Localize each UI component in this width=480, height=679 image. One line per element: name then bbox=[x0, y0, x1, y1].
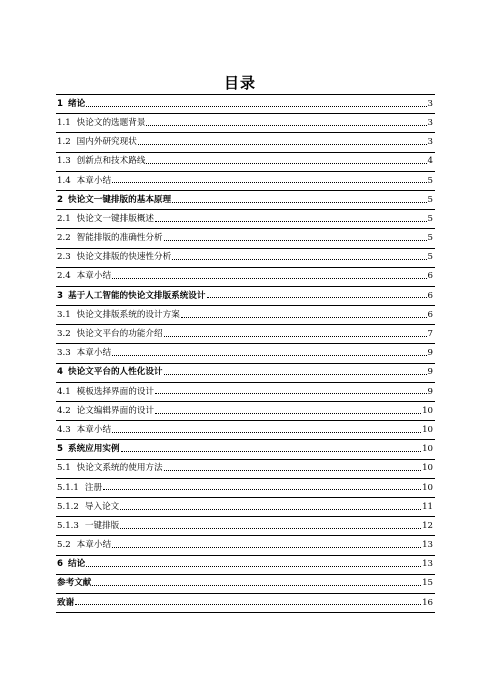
toc-entry[interactable] bbox=[56, 460, 435, 479]
toc-entry-number: 2.4 bbox=[57, 271, 71, 282]
toc-entry[interactable] bbox=[56, 575, 435, 594]
toc-entry-number: 2 bbox=[57, 194, 63, 205]
toc-entry-label bbox=[57, 407, 154, 416]
toc-entry-text: 快论文一键排版的基本原理 bbox=[67, 194, 172, 205]
toc-entry-text: 模板选择界面的设计 bbox=[76, 386, 155, 397]
toc-entry[interactable] bbox=[56, 364, 435, 383]
toc-entry-text: 注册 bbox=[84, 482, 103, 493]
toc-entry[interactable] bbox=[56, 172, 435, 191]
toc-entry-number: 4.2 bbox=[57, 405, 71, 416]
toc-entry[interactable] bbox=[56, 268, 435, 287]
toc-entry-page-number: 3 bbox=[427, 117, 433, 128]
toc-entry[interactable] bbox=[56, 421, 435, 440]
toc-entry-page-number: 11 bbox=[422, 501, 433, 512]
toc-entry[interactable] bbox=[56, 479, 435, 498]
toc-entry[interactable] bbox=[56, 402, 435, 421]
toc-entry-label bbox=[57, 560, 85, 569]
dot-leader bbox=[181, 317, 427, 318]
toc-entry-page-number: 9 bbox=[427, 367, 433, 378]
toc-entry-label bbox=[57, 445, 120, 454]
toc-entry-text: 本章小结 bbox=[76, 271, 112, 282]
page-title: 目录 bbox=[223, 74, 256, 92]
dot-leader bbox=[112, 278, 426, 279]
toc-entry-text: 快论文平台的功能介绍 bbox=[76, 329, 163, 340]
toc-entry-text: 快论文的选题背景 bbox=[76, 117, 146, 128]
dot-leader bbox=[164, 336, 427, 337]
toc-entry-text: 致谢 bbox=[57, 597, 75, 608]
dot-leader bbox=[155, 221, 427, 222]
toc-entry-number: 1.4 bbox=[57, 175, 71, 186]
toc-entry-page-number: 10 bbox=[422, 463, 433, 474]
toc-entry-text: 快论文一键排版概述 bbox=[76, 213, 155, 224]
dot-leader bbox=[112, 432, 421, 433]
toc-entry-page-number: 5 bbox=[427, 233, 433, 244]
dot-leader bbox=[164, 470, 421, 471]
toc-entry-number: 5.2 bbox=[57, 540, 71, 551]
toc-entry-label bbox=[57, 119, 145, 128]
toc-entry-text: 结论 bbox=[67, 559, 86, 570]
toc-entry-page-number: 6 bbox=[427, 271, 433, 282]
toc-entry-text: 本章小结 bbox=[76, 424, 112, 435]
toc-entry-text: 系统应用实例 bbox=[67, 444, 120, 455]
toc-entry[interactable] bbox=[56, 191, 435, 210]
toc-entry-number: 5 bbox=[57, 444, 63, 455]
toc-entry-page-number: 16 bbox=[422, 597, 433, 608]
toc-entry-label bbox=[57, 484, 102, 493]
toc-entry-page-number: 10 bbox=[422, 405, 433, 416]
dot-leader bbox=[92, 585, 421, 586]
dot-leader bbox=[164, 240, 427, 241]
toc-entry-label bbox=[57, 464, 163, 473]
toc-entry-number: 5.1.2 bbox=[57, 501, 79, 512]
dot-leader bbox=[75, 604, 421, 605]
dot-leader bbox=[112, 182, 426, 183]
toc-entry-page-number: 9 bbox=[427, 348, 433, 359]
dot-leader bbox=[155, 413, 421, 414]
toc-entry-page-number: 7 bbox=[427, 329, 433, 340]
toc-entry-number: 1.1 bbox=[57, 117, 71, 128]
dot-leader bbox=[120, 509, 421, 510]
toc-entry-text: 本章小结 bbox=[76, 348, 112, 359]
toc-entry-number: 3.2 bbox=[57, 329, 71, 340]
toc-entry[interactable] bbox=[56, 249, 435, 268]
toc-entry-page-number: 5 bbox=[427, 175, 433, 186]
toc-entry[interactable] bbox=[56, 536, 435, 555]
toc-entry-text: 智能排版的准确性分析 bbox=[76, 233, 163, 244]
toc-entry-number: 4.3 bbox=[57, 424, 71, 435]
dot-leader bbox=[146, 125, 426, 126]
toc-entry-label bbox=[57, 579, 91, 588]
toc-entry-label bbox=[57, 368, 163, 377]
toc-entry-number: 6 bbox=[57, 559, 63, 570]
toc-entry-number: 3.3 bbox=[57, 348, 71, 359]
toc-entry-label bbox=[57, 349, 111, 358]
toc-entry-text: 快论文系统的使用方法 bbox=[76, 463, 163, 474]
toc-entry-label bbox=[57, 138, 137, 147]
toc-entry-label bbox=[57, 177, 111, 186]
toc-entry-page-number: 4 bbox=[427, 156, 433, 167]
toc-entry-page-number: 5 bbox=[427, 252, 433, 263]
toc-entry[interactable] bbox=[56, 383, 435, 402]
toc-entry-number: 1.2 bbox=[57, 137, 71, 148]
toc-entry-number: 1 bbox=[57, 98, 63, 109]
toc-entry-label bbox=[57, 522, 119, 531]
toc-entry-page-number: 6 bbox=[427, 290, 433, 301]
toc-entry[interactable] bbox=[56, 517, 435, 536]
dot-leader bbox=[120, 528, 421, 529]
toc-entry-page-number: 6 bbox=[427, 309, 433, 320]
toc-entry-number: 2.3 bbox=[57, 252, 71, 263]
toc-entry[interactable] bbox=[56, 344, 435, 363]
toc-entry-text: 一键排版 bbox=[84, 520, 120, 531]
toc-entry-text: 国内外研究现状 bbox=[76, 137, 137, 148]
toc-entry-text: 基于人工智能的快论文排版系统设计 bbox=[67, 290, 206, 301]
toc-entry-label bbox=[57, 272, 111, 281]
toc-entry-label bbox=[57, 234, 163, 243]
toc-entry[interactable] bbox=[56, 325, 435, 344]
toc-entry-text: 快论文排版系统的设计方案 bbox=[76, 309, 180, 320]
toc-entry-label bbox=[57, 157, 145, 166]
toc-entry-page-number: 15 bbox=[422, 578, 433, 589]
toc-entry-label bbox=[57, 215, 154, 224]
toc-entry[interactable] bbox=[56, 440, 435, 459]
toc-entry-label bbox=[57, 292, 206, 301]
toc-entry-page-number: 13 bbox=[422, 559, 433, 570]
toc-entry-page-number: 3 bbox=[427, 98, 433, 109]
toc-entry-number: 4 bbox=[57, 367, 63, 378]
toc-entry-label bbox=[57, 503, 119, 512]
toc-entry-label bbox=[57, 330, 163, 339]
toc-entry-label bbox=[57, 426, 111, 435]
toc-entry-page-number: 10 bbox=[422, 482, 433, 493]
toc-entry-number: 4.1 bbox=[57, 386, 71, 397]
dot-leader bbox=[112, 355, 426, 356]
toc-entry[interactable] bbox=[56, 556, 435, 575]
toc-entry[interactable] bbox=[56, 287, 435, 306]
toc-entry-label bbox=[57, 253, 171, 262]
dot-leader bbox=[207, 297, 427, 298]
toc-entry-text: 参考文献 bbox=[57, 578, 92, 589]
toc-entry-number: 1.3 bbox=[57, 156, 71, 167]
dot-leader bbox=[86, 106, 426, 107]
toc-entry-page-number: 10 bbox=[422, 444, 433, 455]
toc-entry[interactable] bbox=[56, 229, 435, 248]
toc-entry[interactable] bbox=[56, 594, 435, 613]
toc-entry-text: 导入论文 bbox=[84, 501, 120, 512]
dot-leader bbox=[121, 451, 422, 452]
toc-entry-text: 论文编辑界面的设计 bbox=[76, 405, 155, 416]
dot-leader bbox=[155, 393, 427, 394]
dot-leader bbox=[112, 547, 421, 548]
toc-entry-number: 5.1.1 bbox=[57, 482, 79, 493]
dot-leader bbox=[86, 566, 421, 567]
toc-entry-page-number: 10 bbox=[422, 424, 433, 435]
toc-entry-page-number: 3 bbox=[427, 137, 433, 148]
toc-entry-label bbox=[57, 311, 180, 320]
toc-entry[interactable] bbox=[56, 306, 435, 325]
toc-entry-text: 本章小结 bbox=[76, 175, 112, 186]
toc-entry-page-number: 12 bbox=[422, 520, 433, 531]
dot-leader bbox=[103, 489, 421, 490]
toc-entry[interactable] bbox=[56, 95, 435, 114]
toc-entry-text: 快论文排版的快速性分析 bbox=[76, 252, 172, 263]
toc-entry[interactable] bbox=[56, 133, 435, 152]
toc-entry-number: 3.1 bbox=[57, 309, 71, 320]
dot-leader bbox=[164, 374, 427, 375]
toc-entry[interactable] bbox=[56, 153, 435, 172]
toc-entry-page-number: 5 bbox=[427, 194, 433, 205]
toc-entry-text: 快论文平台的人性化设计 bbox=[67, 367, 163, 378]
table-of-contents bbox=[56, 94, 435, 613]
toc-entry-number: 5.1.3 bbox=[57, 520, 79, 531]
dot-leader bbox=[172, 259, 426, 260]
toc-entry[interactable] bbox=[56, 210, 435, 229]
toc-entry-label bbox=[57, 196, 171, 205]
toc-entry-number: 2.2 bbox=[57, 233, 71, 244]
toc-entry-label bbox=[57, 388, 154, 397]
toc-entry-page-number: 13 bbox=[422, 540, 433, 551]
dot-leader bbox=[138, 144, 427, 145]
dot-leader bbox=[146, 163, 426, 164]
dot-leader bbox=[172, 202, 426, 203]
toc-entry-number: 5.1 bbox=[57, 463, 71, 474]
toc-entry-label bbox=[57, 541, 111, 550]
toc-entry-number: 2.1 bbox=[57, 213, 71, 224]
toc-entry-text: 本章小结 bbox=[76, 540, 112, 551]
toc-entry-text: 绪论 bbox=[67, 98, 86, 109]
toc-entry-page-number: 9 bbox=[427, 386, 433, 397]
toc-entry-page-number: 5 bbox=[427, 213, 433, 224]
toc-entry-number: 3 bbox=[57, 290, 63, 301]
toc-entry[interactable] bbox=[56, 114, 435, 133]
toc-entry-label bbox=[57, 599, 74, 608]
toc-entry[interactable] bbox=[56, 498, 435, 517]
toc-entry-text: 创新点和技术路线 bbox=[76, 156, 146, 167]
toc-entry-label bbox=[57, 100, 85, 109]
